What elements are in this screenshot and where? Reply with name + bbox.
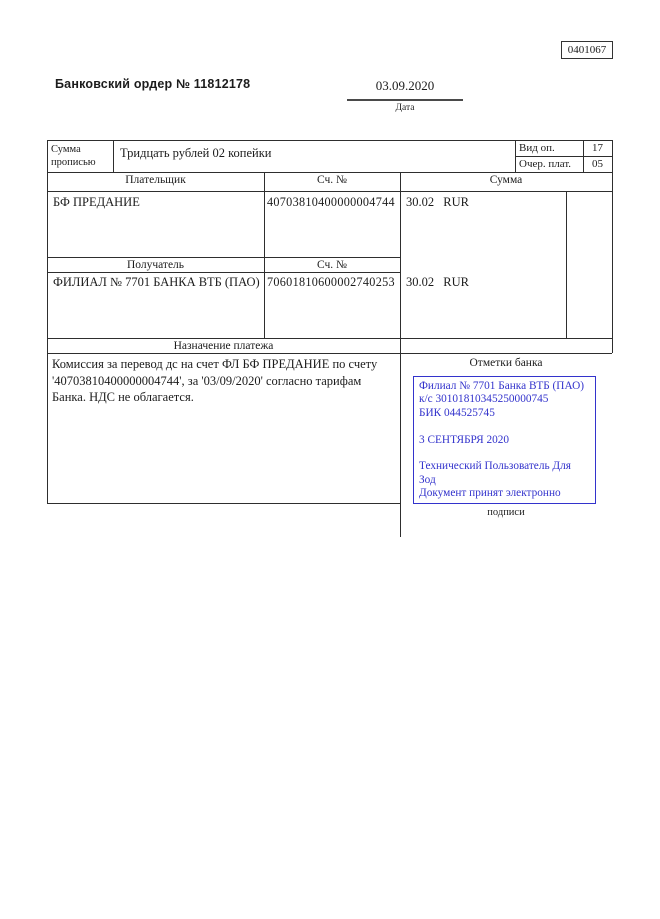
payee-column-header: Получатель xyxy=(126,259,185,271)
table-border xyxy=(47,338,612,339)
amount-in-words-value: Тридцать рублей 02 копейки xyxy=(120,146,272,160)
stamp-line: к/с 30101810345250000745 xyxy=(419,393,549,406)
table-border-left xyxy=(47,140,48,503)
date-value: 03.09.2020 xyxy=(375,78,435,93)
table-border-right xyxy=(612,140,613,353)
table-border xyxy=(566,191,567,338)
payment-priority-label: Очер. плат. xyxy=(519,158,572,170)
stamp-line: Филиал № 7701 Банка ВТБ (ПАО) xyxy=(419,380,584,392)
payer-account-column-header: Сч. № xyxy=(316,174,348,186)
amount-in-words-label: Сумма прописью xyxy=(51,144,96,168)
operation-type-label: Вид оп. xyxy=(519,142,555,154)
stamp-line: Документ принят электронно xyxy=(419,487,561,500)
table-border xyxy=(113,140,114,172)
form-code: 0401067 xyxy=(567,44,607,56)
date-underline xyxy=(347,99,463,101)
stamp-line: БИК 044525745 xyxy=(419,406,495,419)
signatures-label: подписи xyxy=(487,507,525,518)
payment-priority-value: 05 xyxy=(592,158,603,170)
payee-name: ФИЛИАЛ № 7701 БАНКА ВТБ (ПАО) xyxy=(53,275,260,289)
table-border-top xyxy=(47,140,612,141)
stamp-line xyxy=(419,420,590,433)
table-border xyxy=(47,191,612,192)
table-border xyxy=(47,353,612,354)
stamp-line: Технический Пользователь Для xyxy=(419,460,571,473)
table-border-middle xyxy=(400,172,401,537)
payee-sum: 30.02 RUR xyxy=(406,275,469,289)
date-label: Дата xyxy=(395,103,415,113)
bank-marks-header: Отметки банка xyxy=(469,357,543,369)
table-border-purpose-bottom xyxy=(47,503,400,504)
bank-stamp xyxy=(413,376,596,504)
table-border xyxy=(264,172,265,338)
sum-column-header: Сумма xyxy=(489,174,523,186)
table-border xyxy=(515,140,516,172)
table-border xyxy=(47,172,612,173)
payee-account-column-header: Сч. № xyxy=(316,259,348,271)
purpose-column-header: Назначение платежа xyxy=(173,340,274,352)
payer-sum: 30.02 RUR xyxy=(406,195,469,209)
table-border xyxy=(47,257,400,258)
operation-type-value: 17 xyxy=(592,142,603,154)
table-border xyxy=(47,272,400,273)
payer-account: 40703810400000004744 xyxy=(267,195,395,209)
stamp-line: Зод xyxy=(419,473,436,486)
payer-name: БФ ПРЕДАНИЕ xyxy=(53,195,140,209)
payer-column-header: Плательщик xyxy=(125,174,186,186)
stamp-line xyxy=(419,447,590,460)
table-border-optype-divider xyxy=(515,156,612,157)
form-code-box xyxy=(561,41,613,59)
purpose-text: Комиссия за перевод дс на счет ФЛ БФ ПРЕДАНИЕ по счету '40703810400000004744', за '03/09/2020' согласно тарифам Банка. НДС не облагается. xyxy=(52,357,378,404)
document-title: Банковский ордер № 11812178 xyxy=(55,77,251,91)
stamp-line: 3 СЕНТЯБРЯ 2020 xyxy=(419,433,510,446)
payee-account: 70601810600002740253 xyxy=(267,275,395,289)
